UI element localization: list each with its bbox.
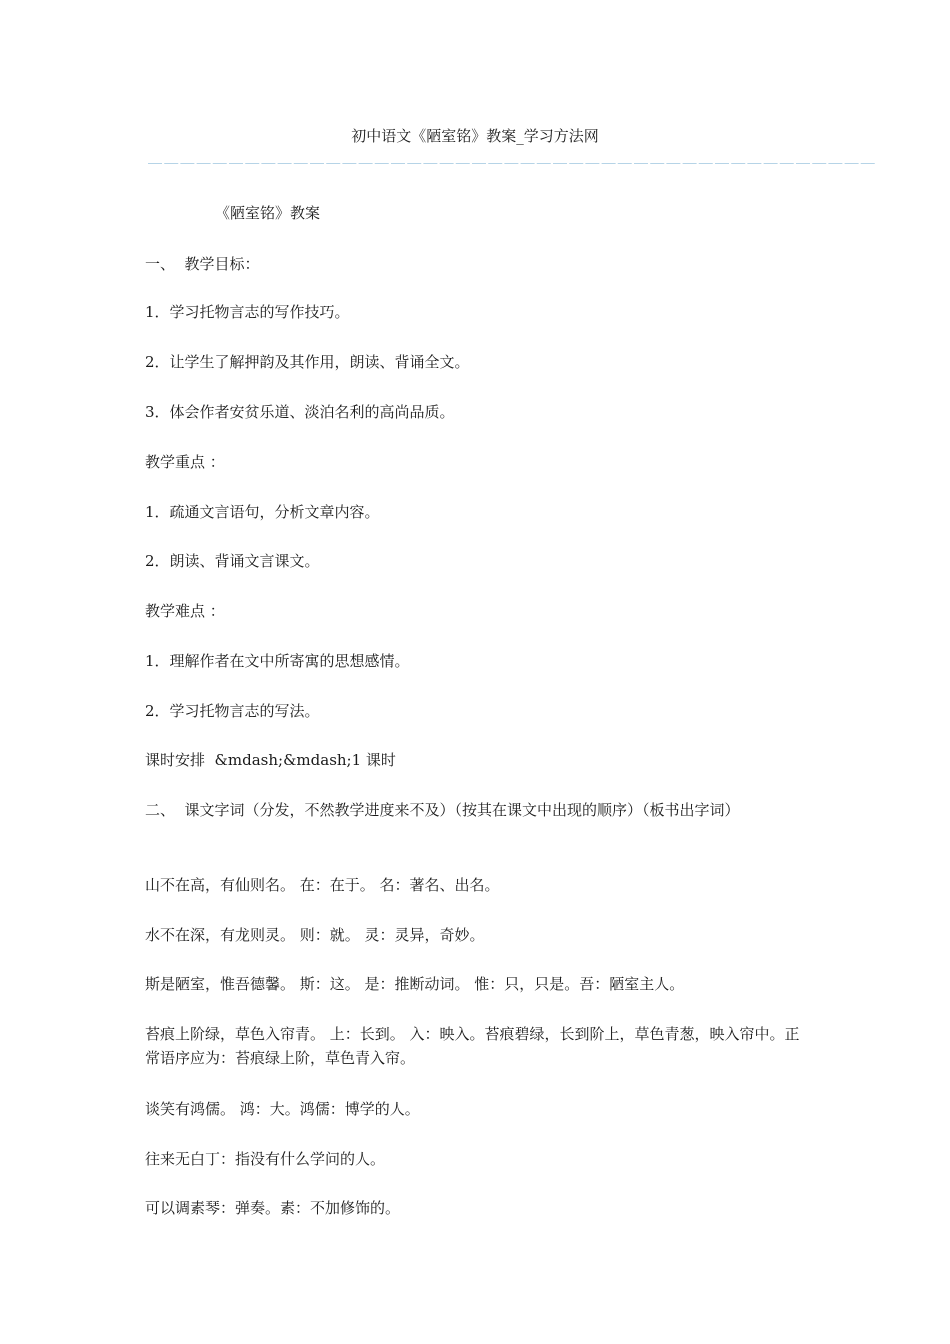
vocabulary-item: 斯是陋室，惟吾德馨。 斯：这。 是：推断动词。 惟：只，只是。吾：陋室主人。 — [145, 975, 685, 993]
document-title: 初中语文《陋室铭》教案_学习方法网 — [351, 127, 599, 145]
vocabulary-item: 可以调素琴：弹奏。素：不加修饰的。 — [145, 1199, 401, 1217]
vocabulary-item: 水不在深，有龙则灵。 则：就。 灵：灵异，奇妙。 — [145, 926, 485, 944]
vocabulary-item: 往来无白丁：指没有什么学问的人。 — [145, 1150, 386, 1168]
vocabulary-item: 谈笑有鸿儒。 鸿：大。鸿儒：博学的人。 — [145, 1100, 420, 1118]
objective-item: 1．学习托物言志的写作技巧。 — [145, 303, 350, 321]
key-points-heading: 教学重点 ： — [145, 453, 225, 471]
difficulty-item: 1．理解作者在文中所寄寓的思想感情。 — [145, 652, 410, 670]
objective-item: 2．让学生了解押韵及其作用，朗读、背诵全文。 — [145, 353, 470, 371]
section-heading-vocabulary: 二、 课文字词（分发，不然教学进度来不及）（按其在课文中出现的顺序）（板书出字词） — [145, 801, 740, 819]
difficulty-item: 2．学习托物言志的写法。 — [145, 702, 320, 720]
vocabulary-item: 苔痕上阶绿，草色入帘青。 上：长到。 入：映入。苔痕碧绿，长到阶上，草色青葱，映入帘中。正常语序应为：苔痕绿上阶，草色青入帘。 — [145, 1025, 800, 1067]
key-point-item: 1．疏通文言语句，分析文章内容。 — [145, 503, 380, 521]
difficulties-heading: 教学难点 ： — [145, 602, 225, 620]
key-point-item: 2．朗读、背诵文言课文。 — [145, 552, 320, 570]
objective-item: 3．体会作者安贫乐道、淡泊名利的高尚品质。 — [145, 403, 455, 421]
class-hours: 课时安排 &mdash;&mdash;1 课时 — [145, 751, 396, 769]
dashed-divider: ＿＿＿＿＿＿＿＿＿＿＿＿＿＿＿＿＿＿＿＿＿＿＿＿＿＿＿＿＿＿＿＿＿＿＿＿＿＿＿＿＿＿＿＿＿ — [148, 150, 877, 166]
section-heading-objectives: 一、 教学目标： — [145, 255, 260, 273]
lesson-subtitle: 《陋室铭》教案 — [215, 204, 321, 222]
vocabulary-item: 山不在高，有仙则名。 在：在于。 名：著名、出名。 — [145, 876, 500, 894]
